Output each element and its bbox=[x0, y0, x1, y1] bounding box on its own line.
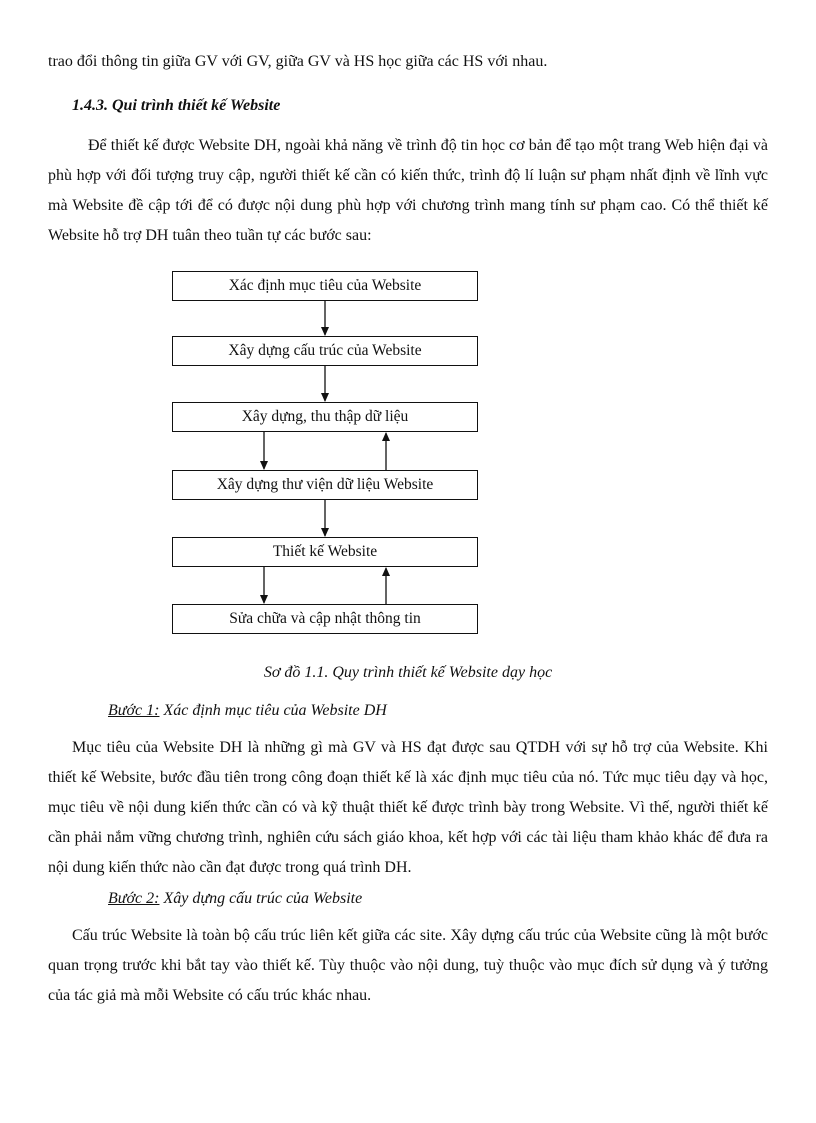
flow-box-4: Xây dựng thư viện dữ liệu Website bbox=[172, 470, 478, 500]
step-1-paragraph: Mục tiêu của Website DH là những gì mà GV và HS đạt được sau QTDH với sự hỗ trợ của Website. Khi thiết kế Website, bước đầu tiên trong công đoạn thiết kế là xác định mục tiêu của nó. Tức mục tiêu dạy và học, mục tiêu về nội dung kiến thức cần có và kỹ thuật thiết kế được trình bày trong Website. Vì thế, người thiết kế cần phải nắm vững chương trình, nghiên cứu sách giáo khoa, kết hợp với các tài liệu tham khảo khác để đưa ra nội dung kiến thức nào cần đạt được trong quá trình DH. bbox=[48, 739, 768, 876]
section-paragraph: Để thiết kế được Website DH, ngoài khả năng về trình độ tin học cơ bản để tạo một trang Web hiện đại và phù hợp với đối tượng truy cập, người thiết kế cần có kiến thức, trình độ lí luận sư phạm nhất định về lĩnh vực mà Website đề cập tới để có được nội dung phù hợp với chương trình mang tính sư phạm cao. Có thể thiết kế Website hỗ trợ DH tuân theo tuần tự các bước sau: bbox=[48, 137, 768, 244]
section-heading: 1.4.3. Qui trình thiết kế Website bbox=[72, 97, 281, 114]
step-1-title bbox=[108, 702, 387, 720]
arrowhead-2-3 bbox=[321, 393, 329, 402]
step-2-label: Bước 2: bbox=[108, 890, 160, 907]
flow-box-2: Xây dựng cấu trúc của Website bbox=[172, 336, 478, 366]
flow-box-3: Xây dựng, thu thập dữ liệu bbox=[172, 402, 478, 432]
arrowhead-4-3-up bbox=[382, 432, 390, 441]
flow-box-6: Sửa chữa và cập nhật thông tin bbox=[172, 604, 478, 634]
arrowhead-4-5 bbox=[321, 528, 329, 537]
arrowhead-5-6-down bbox=[260, 595, 268, 604]
arrowhead-6-5-up bbox=[382, 567, 390, 576]
flow-box-5: Thiết kế Website bbox=[172, 537, 478, 567]
step-2-paragraph: Cấu trúc Website là toàn bộ cấu trúc liên kết giữa các site. Xây dựng cấu trúc của Website cũng là một bước quan trọng trước khi bắt tay vào thiết kế. Tùy thuộc vào nội dung, tuỳ thuộc vào mục đích sử dụng và ý tưởng của tác giả mà mỗi Website có cấu trúc khác nhau. bbox=[48, 927, 768, 1004]
step-1-heading: Xác định mục tiêu của Website DH bbox=[159, 702, 387, 719]
arrowhead-3-4-down bbox=[260, 461, 268, 470]
step-1-label: Bước 1: bbox=[108, 702, 160, 719]
diagram-caption: Sơ đồ 1.1. Quy trình thiết kế Website dạy học bbox=[263, 664, 553, 681]
arrowhead-1-2 bbox=[321, 327, 329, 336]
intro-line: trao đổi thông tin giữa GV với GV, giữa GV và HS học giữa các HS với nhau. bbox=[48, 53, 548, 70]
step-2-title bbox=[108, 890, 362, 908]
flow-box-1: Xác định mục tiêu của Website bbox=[172, 271, 478, 301]
step-2-heading: Xây dựng cấu trúc của Website bbox=[159, 890, 363, 907]
